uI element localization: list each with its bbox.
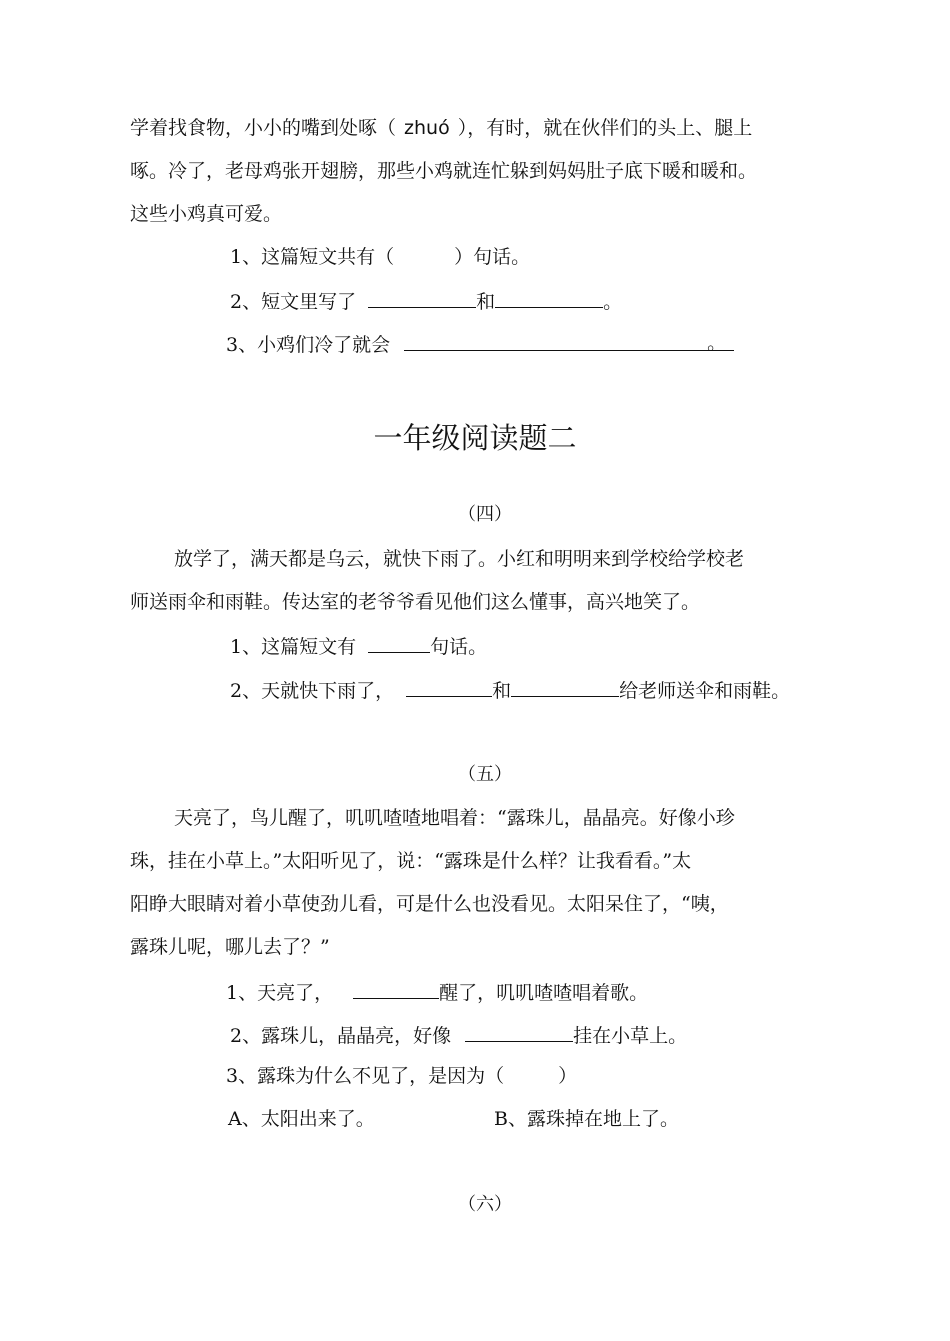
section5-paragraph-line4: 露珠儿呢，哪儿去了？” bbox=[130, 936, 330, 958]
text-span: 给老师送伞和雨鞋。 bbox=[619, 680, 791, 702]
text-span: 2、短文里写了 bbox=[230, 291, 357, 313]
text-span: 。 bbox=[603, 291, 623, 313]
text-span: 1、这篇短文共有（ bbox=[230, 246, 395, 268]
text-span: 1、这篇短文有 bbox=[230, 636, 357, 658]
section3-question-2 bbox=[230, 287, 622, 315]
section4-question-2 bbox=[230, 676, 790, 704]
section4-paragraph-line1: 放学了，满天都是乌云，就快下雨了。小红和明明来到学校给学校老 bbox=[174, 548, 745, 570]
section5-option-a[interactable]: A、太阳出来了。 bbox=[228, 1108, 375, 1130]
section5-question-3 bbox=[226, 1063, 577, 1089]
section3-line2: 啄。冷了，老母鸡张开翅膀，那些小鸡就连忙躲到妈妈肚子底下暖和暖和。 bbox=[130, 160, 758, 182]
text-span: 醒了，叽叽喳喳唱着歌。 bbox=[439, 982, 649, 1004]
section5-paragraph-line1: 天亮了，鸟儿醒了，叽叽喳喳地唱着：“露珠儿，晶晶亮。好像小珍 bbox=[174, 807, 735, 829]
answer-blank[interactable] bbox=[495, 287, 603, 308]
text-span: 2、天就快下雨了， bbox=[230, 680, 395, 702]
section5-heading: （五） bbox=[458, 764, 512, 785]
section3-question-3 bbox=[226, 330, 734, 358]
text-span: 。 bbox=[707, 332, 727, 354]
text-span: 和 bbox=[476, 291, 496, 313]
section4-question-1 bbox=[230, 632, 487, 660]
text-span: ） bbox=[558, 1065, 578, 1087]
text-span: 3、小鸡们冷了就会 bbox=[226, 334, 391, 356]
section4-heading: （四） bbox=[458, 504, 512, 525]
text-span: 和 bbox=[492, 680, 512, 702]
text-span: 2、露珠儿，晶晶亮，好像 bbox=[230, 1025, 452, 1047]
section3-line3: 这些小鸡真可爱。 bbox=[130, 203, 283, 225]
pinyin-text: zhuó bbox=[404, 117, 450, 139]
answer-blank[interactable] bbox=[368, 287, 476, 308]
text-span: 挂在小草上。 bbox=[573, 1025, 688, 1047]
answer-blank[interactable] bbox=[368, 632, 430, 653]
text-span: ）句话。 bbox=[454, 246, 531, 268]
text-span: 1、天亮了， bbox=[226, 982, 334, 1004]
answer-blank[interactable] bbox=[465, 1021, 573, 1042]
section4-paragraph-line2: 师送雨伞和雨鞋。传达室的老爷爷看见他们这么懂事，高兴地笑了。 bbox=[130, 591, 701, 613]
section5-paragraph-line3: 阳睁大眼睛对着小草使劲儿看，可是什么也没看见。太阳呆住了，“咦， bbox=[130, 893, 729, 915]
answer-blank[interactable] bbox=[353, 978, 439, 999]
section6-heading: （六） bbox=[458, 1194, 512, 1215]
text-span: ），有时，就在伙伴们的头上、腿上 bbox=[457, 117, 753, 139]
answer-blank[interactable] bbox=[406, 676, 492, 697]
text-span: 学着找食物，小小的嘴到处啄（ bbox=[130, 117, 397, 139]
page-title: 一年级阅读题二 bbox=[373, 421, 577, 455]
text-span: 句话。 bbox=[430, 636, 488, 658]
section3-line1 bbox=[130, 115, 752, 141]
section5-option-b[interactable]: B、露珠掉在地上了。 bbox=[494, 1108, 679, 1130]
section5-question-2 bbox=[230, 1021, 687, 1049]
text-span: 3、露珠为什么不见了，是因为（ bbox=[226, 1065, 505, 1087]
answer-blank[interactable] bbox=[404, 330, 734, 354]
answer-blank[interactable] bbox=[511, 676, 619, 697]
section5-paragraph-line2: 珠，挂在小草上。”太阳听见了，说：“露珠是什么样？让我看看。”太 bbox=[130, 850, 692, 872]
section3-question-1 bbox=[230, 244, 530, 270]
section5-question-1 bbox=[226, 978, 648, 1006]
